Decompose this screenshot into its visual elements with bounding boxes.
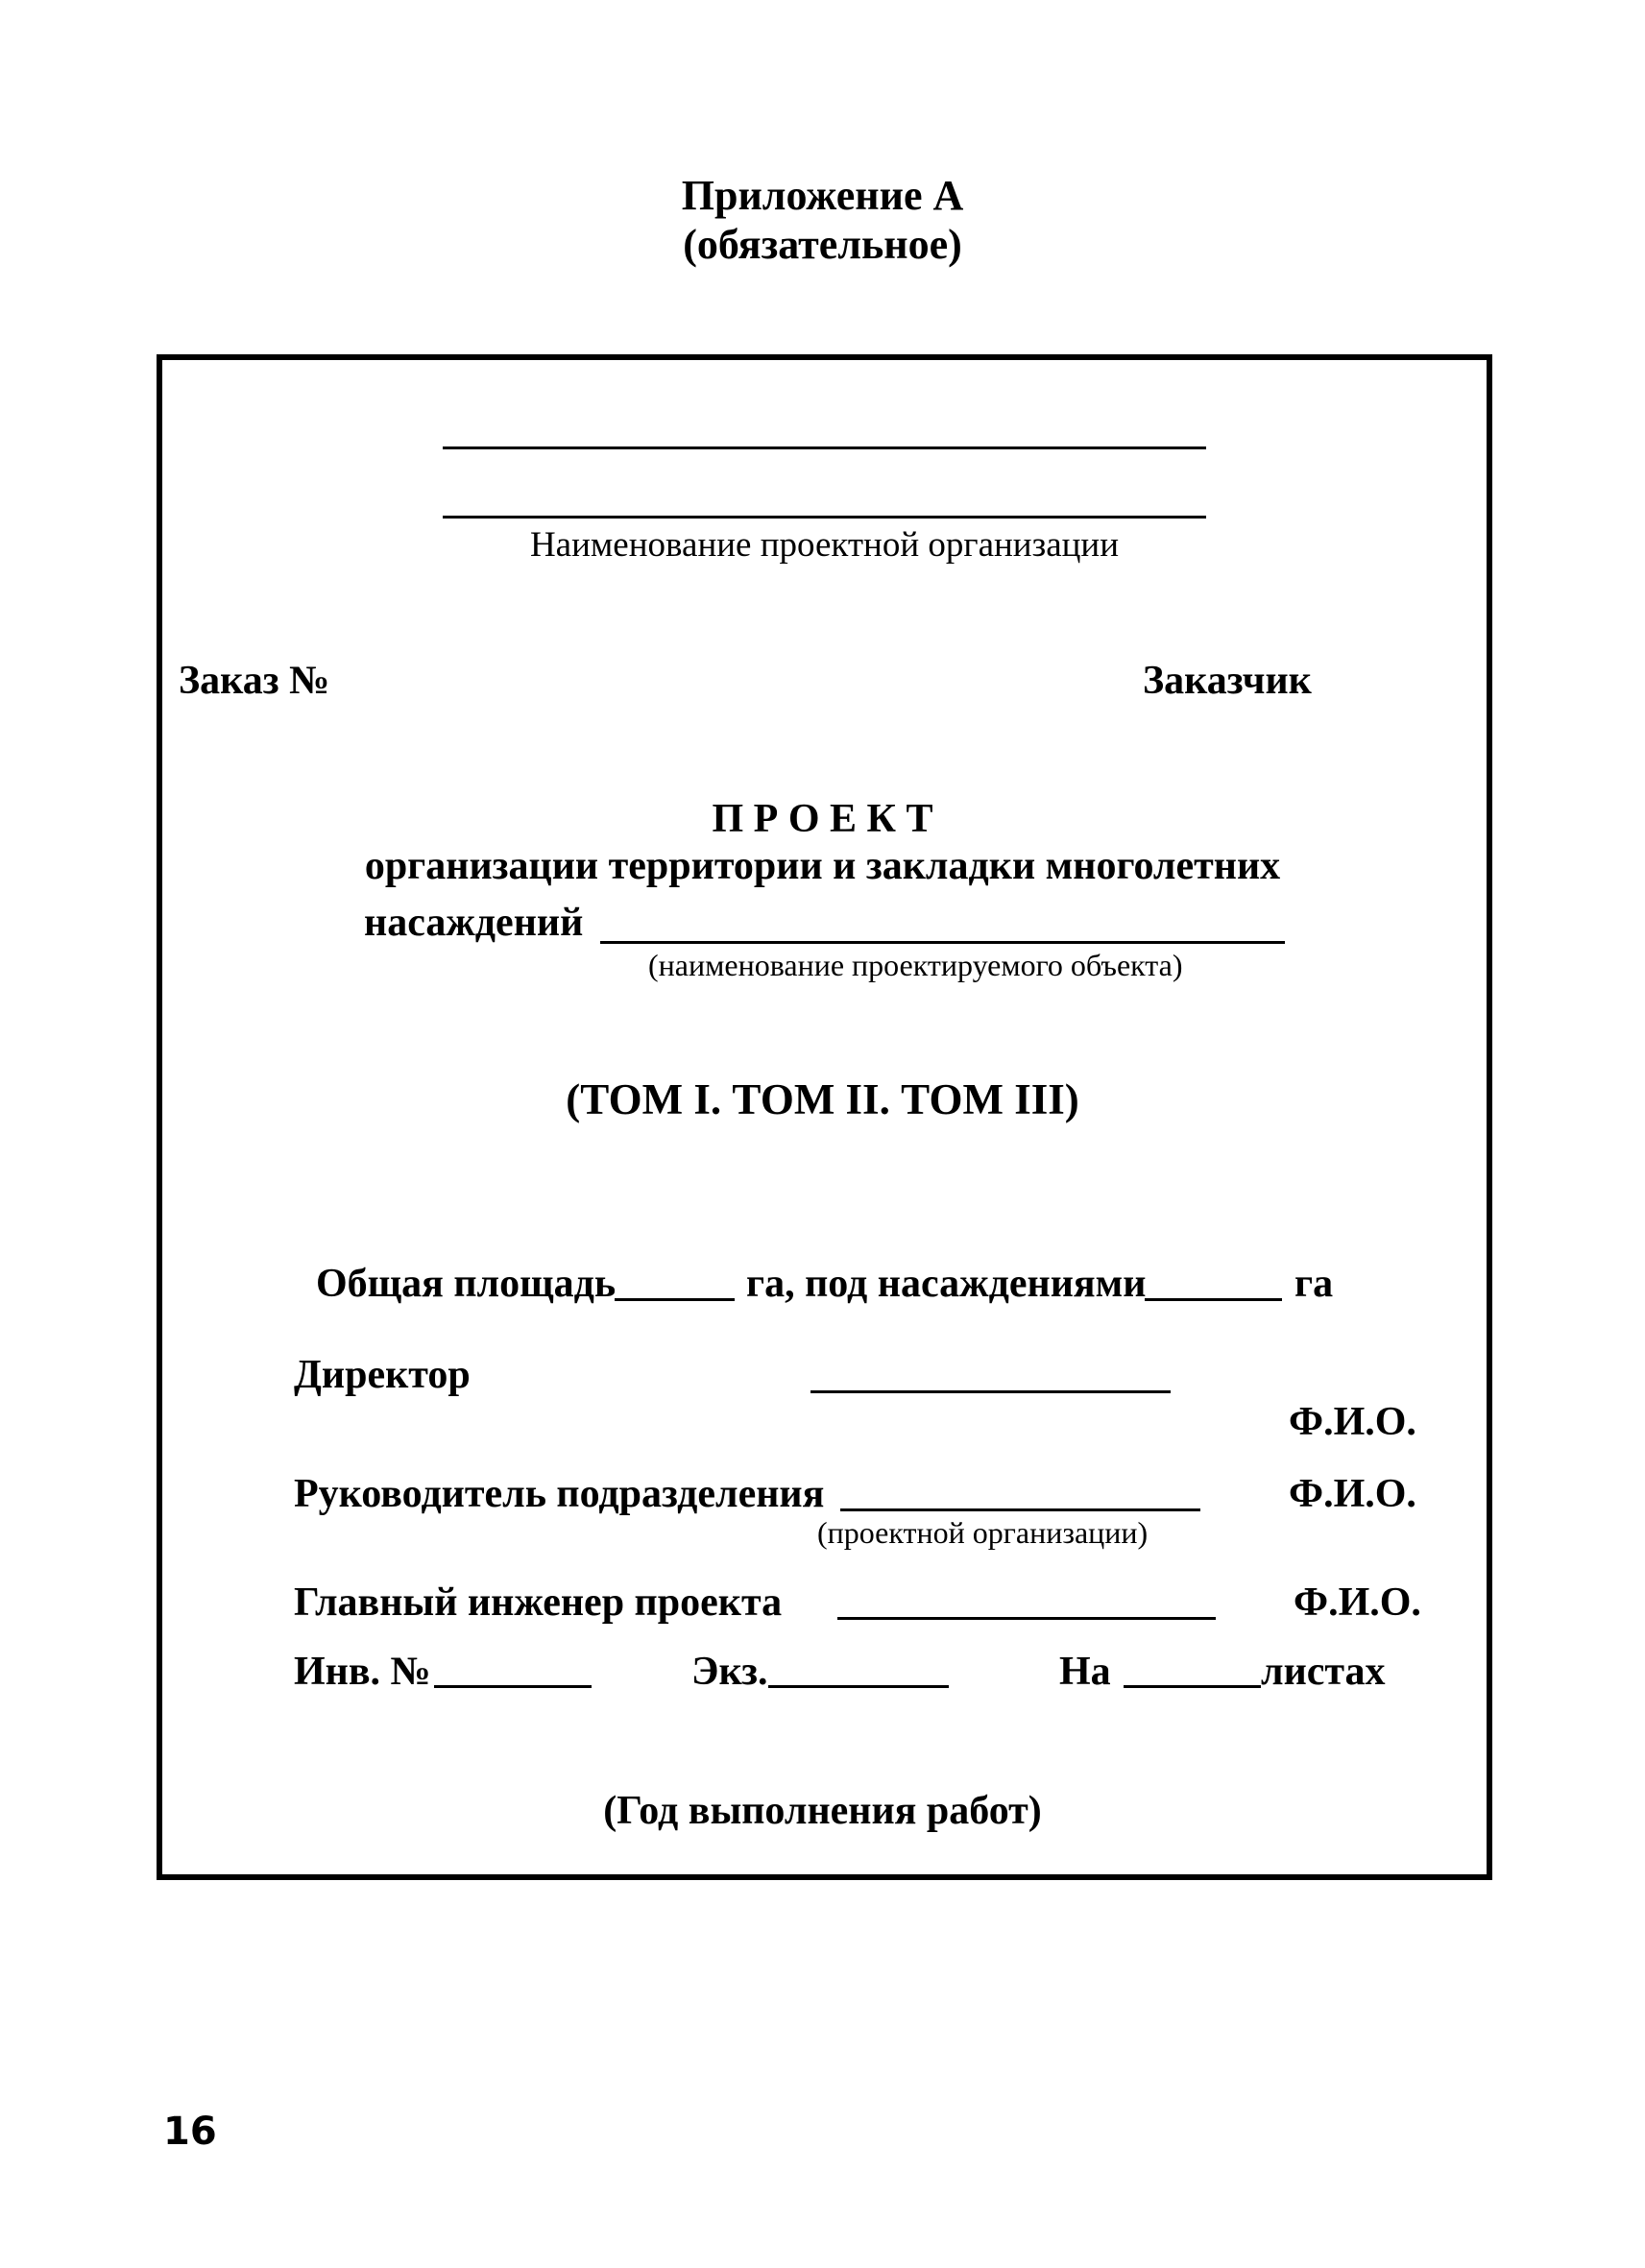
org-name-line-1 [443,446,1206,449]
chief-engineer-signature-line [837,1617,1216,1620]
appendix-subtitle: (обязательное) [683,221,962,268]
department-head-signature-line [840,1508,1200,1511]
project-heading: П Р О Е К Т [712,797,933,841]
chief-engineer-fio: Ф.И.О. [1294,1580,1421,1625]
org-name-caption: Наименование проектной организации [529,525,1120,565]
copy-line [768,1685,949,1688]
area-unit-label: га [1294,1262,1334,1306]
sheets-prefix: На [1059,1650,1111,1694]
project-title-line-1: организации территории и закладки многолетних [364,844,1281,888]
department-head-fio: Ф.И.О. [1289,1472,1416,1516]
customer-label: Заказчик [1143,659,1312,703]
year-of-work: (Год выполнения работ) [603,1789,1042,1833]
inventory-number-label: Инв. № [294,1650,431,1694]
total-area-label: Общая площадь [316,1262,617,1306]
chief-engineer-label: Главный инженер проекта [294,1580,783,1625]
object-name-line [600,941,1285,944]
volumes-line: (ТОМ I. ТОМ II. ТОМ III) [566,1075,1079,1123]
page-number: 16 [163,2110,217,2154]
org-name-line-2 [443,516,1206,519]
project-title-line-2: насаждений [364,901,584,945]
sheets-count-line [1124,1685,1261,1688]
appendix-title: Приложение А [681,172,964,219]
order-number-label: Заказ № [179,659,330,703]
director-fio: Ф.И.О. [1289,1400,1416,1444]
planted-area-line [1145,1298,1282,1301]
copy-label: Экз. [691,1650,768,1694]
planted-area-label: га, под насаждениями [746,1262,1147,1306]
object-name-caption: (наименование проектируемого объекта) [648,948,1183,982]
director-label: Директор [294,1353,471,1397]
total-area-line [615,1298,735,1301]
inventory-number-line [434,1685,592,1688]
sheets-suffix: листах [1261,1650,1386,1694]
director-signature-line [810,1390,1171,1393]
department-caption: (проектной организации) [817,1515,1149,1550]
department-head-label: Руководитель подразделения [294,1472,825,1516]
